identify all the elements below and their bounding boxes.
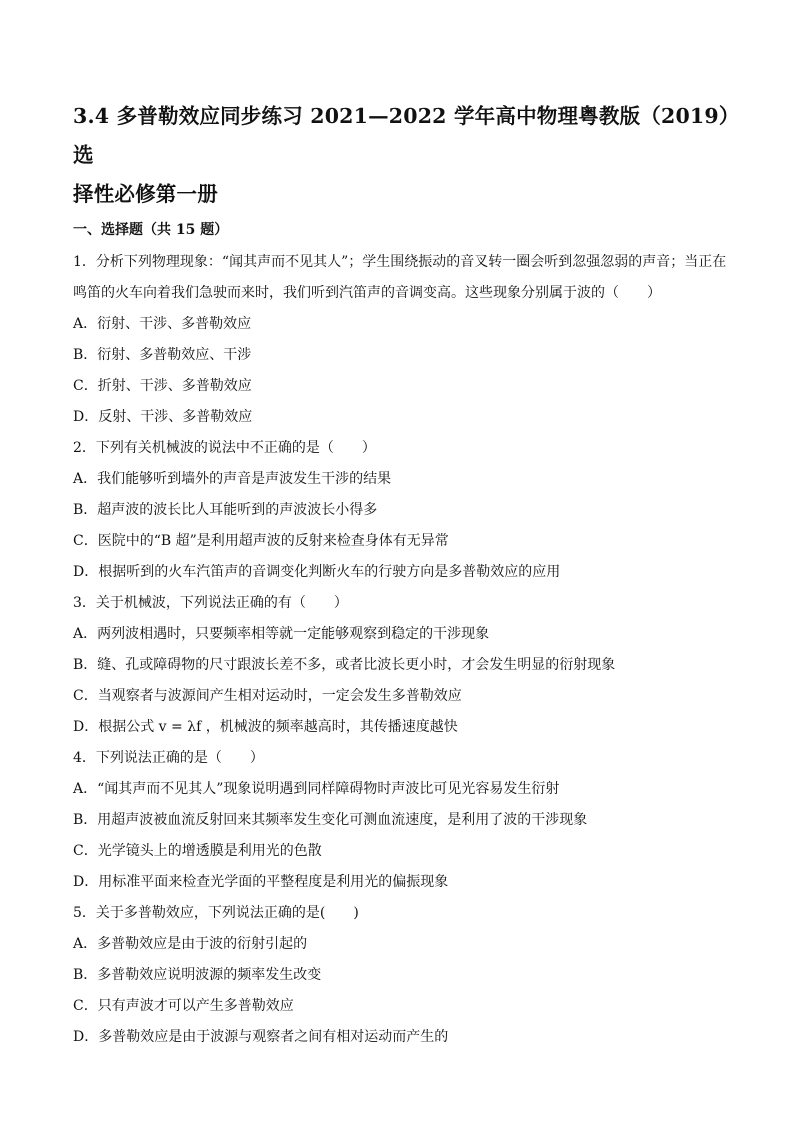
- option-c: C．只有声波才可以产生多普勒效应: [73, 998, 294, 1014]
- option-a: A．两列波相遇时，只要频率相等就一定能够观察到稳定的干涉现象: [73, 626, 490, 642]
- option-a: A．“闻其声而不见其人”现象说明遇到同样障碍物时声波比可见光容易发生衍射: [73, 781, 560, 797]
- question-1: [73, 247, 734, 433]
- title-line-1: 3.4 多普勒效应同步练习 2021—2022 学年高中物理粤教版（2019）选: [73, 104, 730, 167]
- option-b: B．用超声波被血流反射回来其频率发生变化可测血流速度，是利用了波的干涉现象: [73, 812, 588, 828]
- option-b: B．衍射、多普勒效应、干涉: [73, 347, 252, 363]
- stem-line: 4．下列说法正确的是（ ）: [73, 750, 264, 766]
- option-c: C．当观察者与波源间产生相对运动时，一定会发生多普勒效应: [73, 688, 462, 704]
- question-stem: [73, 588, 734, 619]
- option-a: A．衍射、干涉、多普勒效应: [73, 316, 252, 332]
- option-d: D．用标准平面来检查光学面的平整程度是利用光的偏振现象: [73, 874, 449, 890]
- document-title: [73, 97, 734, 214]
- option-c: C．光学镜头上的增透膜是利用光的色散: [73, 843, 322, 859]
- question-3: [73, 588, 734, 743]
- option-b: B．多普勒效应说明波源的频率发生改变: [73, 967, 322, 983]
- stem-line: 2．下列有关机械波的说法中不正确的是（ ）: [73, 440, 376, 456]
- stem-line: 鸣笛的火车向着我们急驶而来时，我们听到汽笛声的音调变高。这些现象分别属于波的（ ）: [73, 285, 661, 301]
- option-a: A．多普勒效应是由于波的衍射引起的: [73, 936, 308, 952]
- option-a: A．我们能够听到墙外的声音是声波发生干涉的结果: [73, 471, 392, 487]
- title-line-2: 择性必修第一册: [73, 182, 218, 206]
- option-b: B．超声波的波长比人耳能听到的声波波长小得多: [73, 502, 378, 518]
- option-d: D．根据听到的火车汽笛声的音调变化判断火车的行驶方向是多普勒效应的应用: [73, 564, 561, 580]
- question-stem: [73, 433, 734, 464]
- question-stem: [73, 898, 734, 929]
- option-b: B．缝、孔或障碍物的尺寸跟波长差不多，或者比波长更小时，才会发生明显的衍射现象: [73, 657, 616, 673]
- option-c: C．医院中的“B 超”是利用超声波的反射来检查身体有无异常: [73, 533, 449, 549]
- question-stem: [73, 743, 734, 774]
- stem-line: 1．分析下列物理现象：“闻其声而不见其人”；学生围绕振动的音叉转一圈会听到忽强忽弱的声音；当正在: [73, 254, 727, 270]
- stem-line: 3．关于机械波，下列说法正确的有（ ）: [73, 595, 348, 611]
- question-stem: [73, 247, 734, 309]
- section-heading: 一、选择题（共 15 题）: [73, 222, 229, 238]
- question-4: [73, 743, 734, 898]
- option-c: C．折射、干涉、多普勒效应: [73, 378, 252, 394]
- option-d: D．根据公式 v = λf ，机械波的频率越高时，其传播速度越快: [73, 719, 458, 735]
- question-2: [73, 433, 734, 588]
- option-d: D．反射、干涉、多普勒效应: [73, 409, 253, 425]
- question-5: [73, 898, 734, 1053]
- option-d: D．多普勒效应是由于波源与观察者之间有相对运动而产生的: [73, 1029, 449, 1045]
- stem-line: 5．关于多普勒效应，下列说法正确的是( ): [73, 905, 359, 921]
